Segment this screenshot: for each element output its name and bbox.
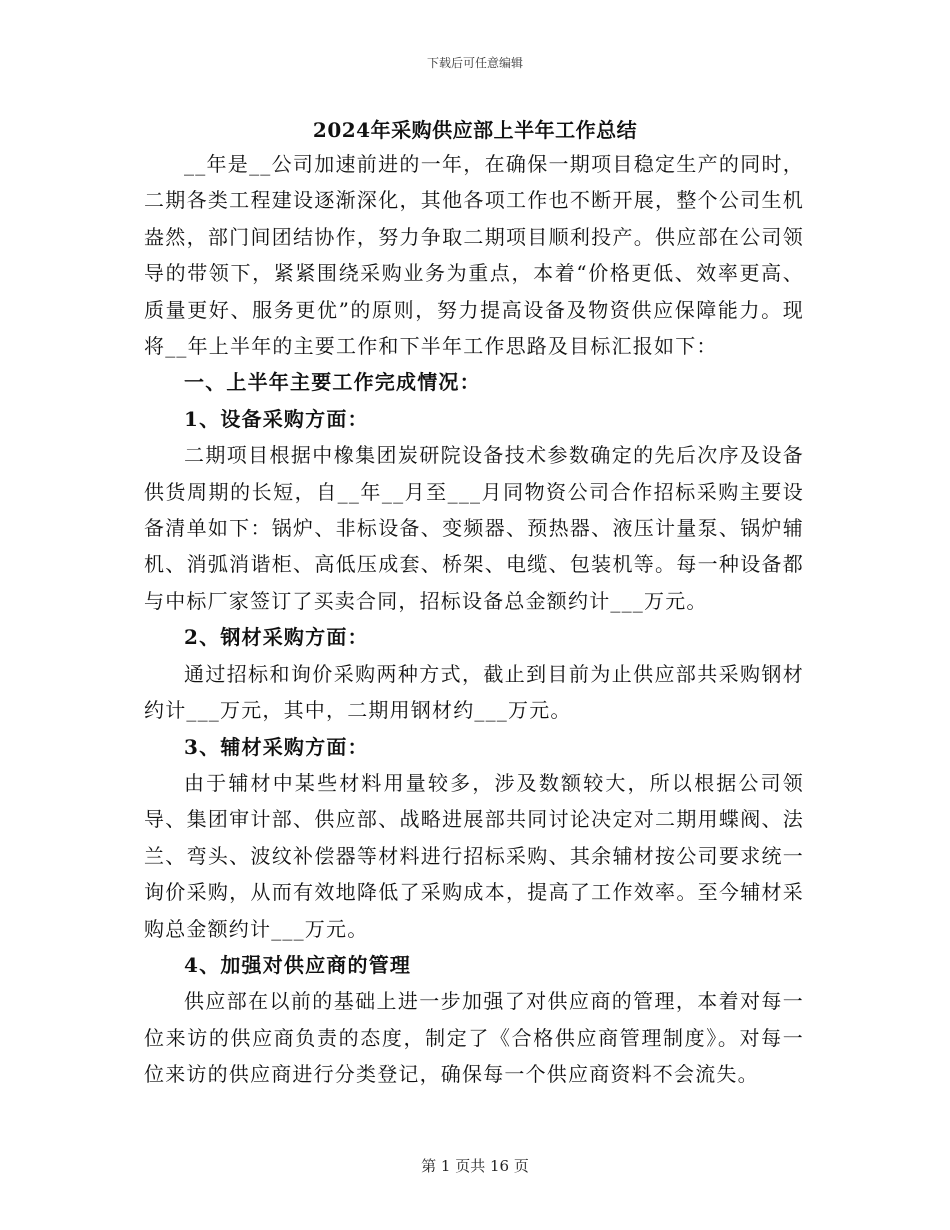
paragraph-equipment: 二期项目根据中橡集团炭研院设备技术参数确定的先后次序及设备供货周期的长短，自__年__月至___月同物资公司合作招标采购主要设备清单如下：锅炉、非标设备、变频器、预热器、液压计量泵、锅炉辅机、消弧消谐柜、高低压成套、桥架、电缆、包装机等。每一种设备都与中标厂家签订了买卖合同，招标设备总金额约计___万元。 xyxy=(144,443,804,613)
section-heading-1: 一、上半年主要工作完成情况： xyxy=(184,370,481,395)
subsection-heading-equipment: 1、设备采购方面： xyxy=(184,406,369,431)
page-number: 第 1 页共 16 页 xyxy=(421,1157,529,1175)
paragraph-steel: 通过招标和询价采购两种方式，截止到目前为止供应部共采购钢材约计___万元，其中，二期用钢材约___万元。 xyxy=(144,661,804,723)
intro-paragraph: __年是__公司加速前进的一年，在确保一期项目稳定生产的同时，二期各类工程建设逐渐深化，其他各项工作也不断开展，整个公司生机盎然，部门间团结协作，努力争取二期项目顺利投产。供应部在公司领导的带领下，紧紧围绕采购业务为重点，本着“价格更低、效率更高、质量更好、服务更优”的原则，努力提高设备及物资供应保障能力。现将__年上半年的主要工作和下半年工作思路及目标汇报如下： xyxy=(144,152,804,359)
paragraph-suppliers: 供应部在以前的基础上进一步加强了对供应商的管理，本着对每一位来访的供应商负责的态度，制定了《合格供应商管理制度》。对每一位来访的供应商进行分类登记，确保每一个供应商资料不会流失。 xyxy=(144,989,804,1087)
document-body xyxy=(144,146,804,1093)
subsection-heading-auxiliary: 3、辅材采购方面： xyxy=(184,734,369,759)
page-header-note: 下载后可任意编辑 xyxy=(426,56,523,70)
subsection-heading-suppliers: 4、加强对供应商的管理 xyxy=(184,952,412,977)
subsection-heading-steel: 2、钢材采购方面： xyxy=(184,625,369,650)
paragraph-auxiliary: 由于辅材中某些材料用量较多，涉及数额较大，所以根据公司领导、集团审计部、供应部、战略进展部共同讨论决定对二期用蝶阀、法兰、弯头、波纹补偿器等材料进行招标采购、其余辅材按公司要求统一询价采购，从而有效地降低了采购成本，提高了工作效率。至今辅材采购总金额约计___万元。 xyxy=(144,770,804,941)
document-title: 2024年采购供应部上半年工作总结 xyxy=(312,118,638,142)
